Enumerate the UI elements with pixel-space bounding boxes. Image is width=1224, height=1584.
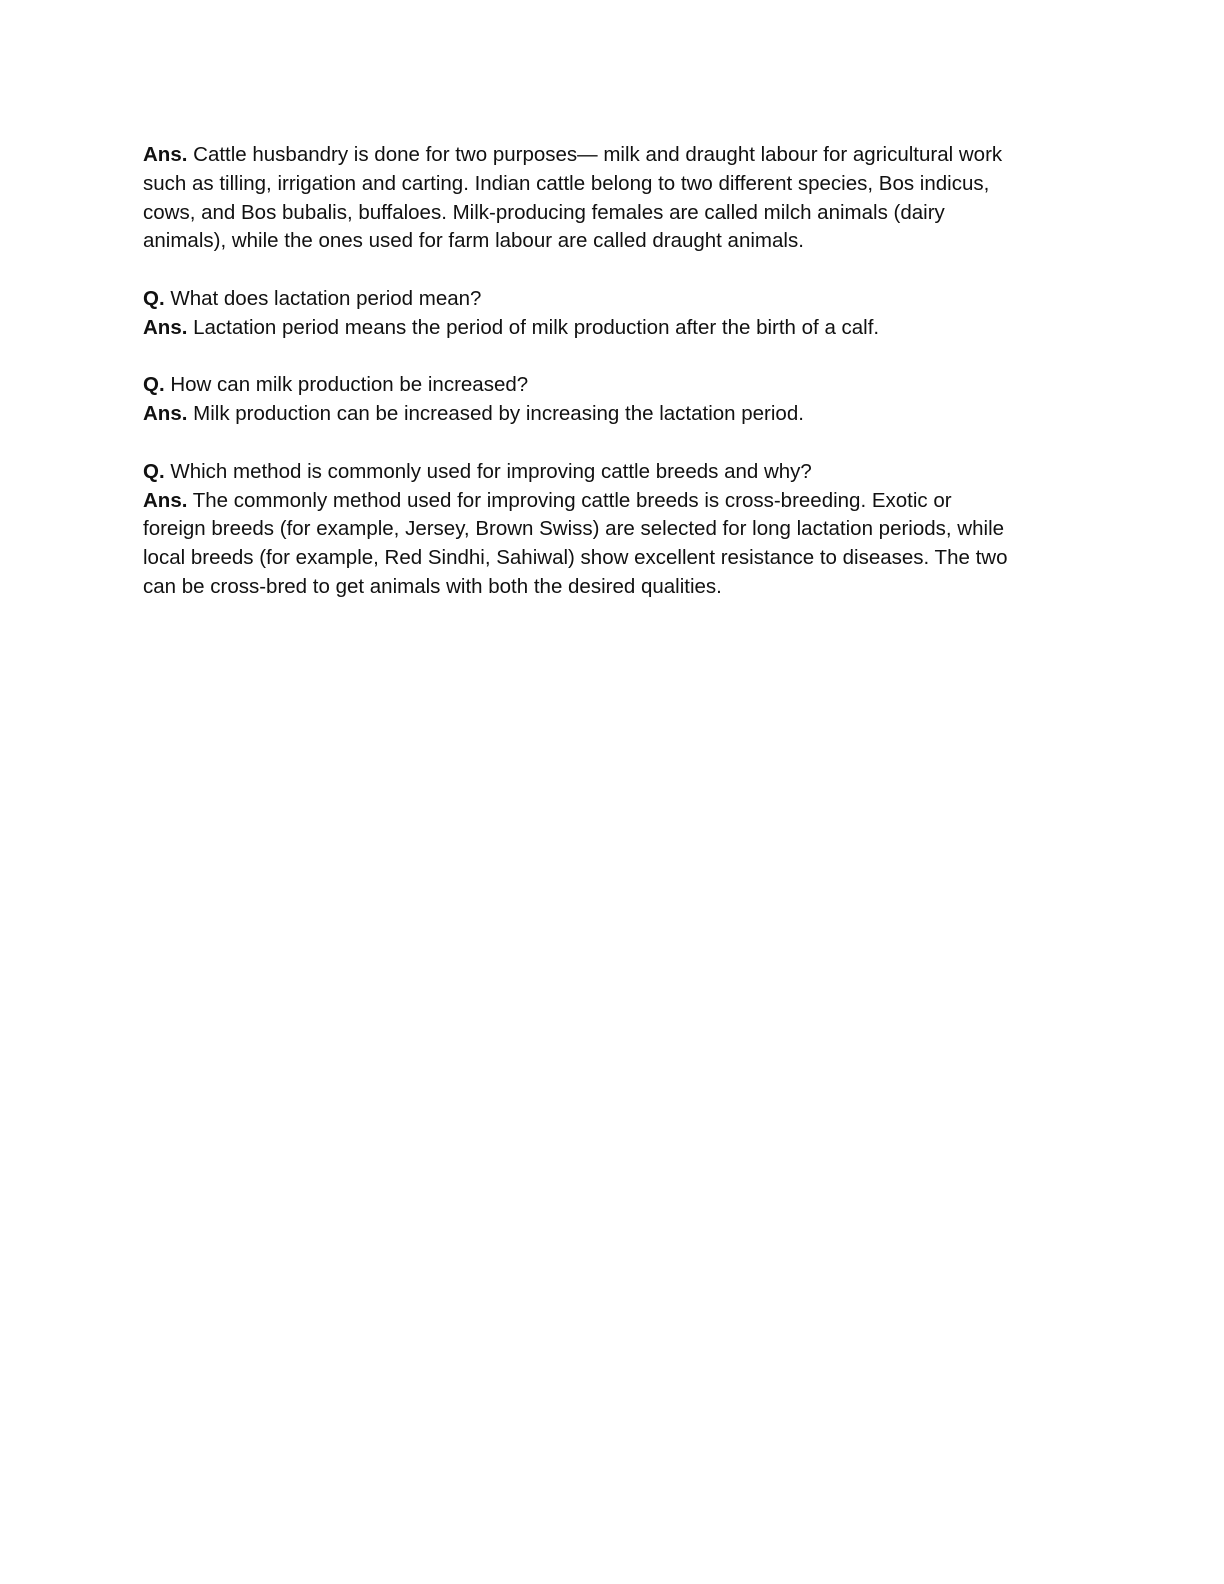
answer-line bbox=[143, 487, 1083, 516]
answer-block bbox=[143, 141, 1083, 256]
question-line bbox=[143, 371, 1083, 400]
question-text: How can milk production be increased? bbox=[164, 373, 529, 397]
answer-line: such as tilling, irrigation and carting. Indian cattle belong to two different species, Bos indicus, bbox=[143, 171, 990, 195]
question-line bbox=[143, 285, 1083, 314]
question-text: What does lactation period mean? bbox=[164, 286, 482, 310]
answer-line bbox=[143, 400, 1083, 429]
question-label: Q. bbox=[143, 459, 165, 483]
paragraph-spacer bbox=[143, 429, 1083, 458]
paragraph-spacer bbox=[143, 343, 1083, 372]
answer-text: Lactation period means the period of milk production after the birth of a calf. bbox=[187, 315, 880, 339]
qa-block bbox=[143, 458, 1083, 602]
answer-text: The commonly method used for improving cattle breeds is cross-breeding. Exotic or bbox=[187, 488, 952, 512]
question-line bbox=[143, 458, 1083, 487]
answer-line: cows, and Bos bubalis, buffaloes. Milk-producing females are called milch animals (dairy bbox=[143, 200, 945, 224]
question-label: Q. bbox=[143, 286, 165, 310]
answer-text: Milk production can be increased by increasing the lactation period. bbox=[187, 402, 804, 426]
answer-line: can be cross-bred to get animals with both the desired qualities. bbox=[143, 574, 722, 598]
answer-label: Ans. bbox=[143, 315, 188, 339]
qa-block bbox=[143, 285, 1083, 343]
qa-block bbox=[143, 371, 1083, 429]
answer-line bbox=[143, 314, 1083, 343]
answer-line: foreign breeds (for example, Jersey, Brown Swiss) are selected for long lactation periods, while bbox=[143, 517, 1005, 541]
answer-text: Cattle husbandry is done for two purposes— milk and draught labour for agricultural work bbox=[187, 143, 1003, 166]
answer-line: animals), while the ones used for farm labour are called draught animals. bbox=[143, 229, 804, 253]
answer-line bbox=[143, 141, 1083, 170]
question-text: Which method is commonly used for improving cattle breeds and why? bbox=[164, 459, 812, 483]
question-label: Q. bbox=[143, 373, 165, 397]
document-page bbox=[143, 141, 1083, 602]
answer-label: Ans. bbox=[143, 488, 188, 512]
answer-label: Ans. bbox=[143, 402, 188, 426]
answer-label: Ans. bbox=[143, 143, 188, 166]
answer-line: local breeds (for example, Red Sindhi, Sahiwal) show excellent resistance to diseases. The two bbox=[143, 546, 1008, 570]
paragraph-spacer bbox=[143, 256, 1083, 285]
